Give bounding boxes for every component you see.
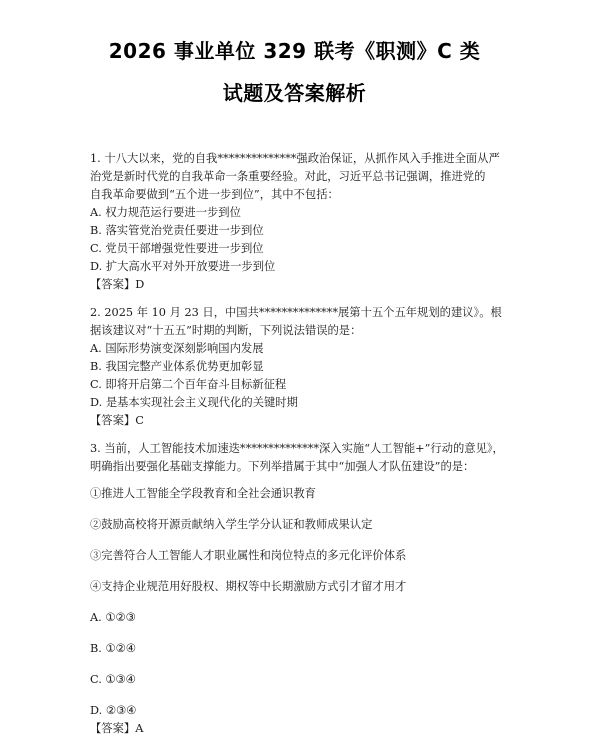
question-3-item-2: ②鼓励高校将开源贡献纳入学生学分认证和教师成果认定 [90,518,373,531]
question-2-option-b: B. 我国完整产业体系优势更加彰显 [90,360,264,373]
question-1-stem-line: 1. 十八大以来，党的自我**************强政治保证，从抓作风入手推进全面从严 [90,152,500,165]
question-3-stem-line: 3. 当前，人工智能技术加速迭**************深入实施“人工智能+”行动的意见》， [90,442,504,455]
question-2-answer: 【答案】C [90,414,144,427]
question-3-option-d: D. ②③④ [90,704,137,717]
question-1-option-b: B. 落实管党治党责任要进一步到位 [90,224,264,237]
question-2-stem-line: 据该建议对“十五五”时期的判断，下列说法错误的是： [90,324,362,337]
question-3-item-4: ④支持企业规范用好股权、期权等中长期激励方式引才留才用才 [90,580,407,593]
question-3-item-3: ③完善符合人工智能人才职业属性和岗位特点的多元化评价体系 [90,549,407,562]
question-3-option-b: B. ①②④ [90,642,136,655]
question-2-option-a: A. 国际形势演变深刻影响国内发展 [90,342,264,355]
question-1-option-a: A. 权力规范运行要进一步到位 [90,206,241,219]
document-title: 2026 事业单位 329 联考《职测》C 类 [108,39,481,63]
document-subtitle: 试题及答案解析 [222,81,367,105]
question-2-option-c: C. 即将开启第二个百年奋斗目标新征程 [90,378,287,391]
question-3-answer: 【答案】A [90,722,144,735]
question-2-option-d: D. 是基本实现社会主义现代化的关键时期 [90,396,298,409]
question-3-stem-line: 明确指出要强化基础支撑能力。下列举措属于其中“加强人才队伍建设”的是： [90,460,475,473]
question-1-option-c: C. 党员干部增强党性要进一步到位 [90,242,264,255]
question-3-option-a: A. ①②③ [90,611,136,624]
question-1-stem-line: 自我革命要做到“五个进一步到位”，其中不包括： [90,188,339,201]
question-2-stem-line: 2. 2025 年 10 月 23 日，中国共**************展第十五个五年规划的建议》。根 [90,306,502,319]
question-3-option-c: C. ①③④ [90,673,136,686]
question-3-item-1: ①推进人工智能全学段教育和全社会通识教育 [90,487,316,500]
question-1-stem-line: 治党是新时代党的自我革命一条重要经验。对此，习近平总书记强调，推进党的 [90,170,486,183]
question-1-answer: 【答案】D [90,278,145,291]
question-1-option-d: D. 扩大高水平对外开放要进一步到位 [90,260,276,273]
